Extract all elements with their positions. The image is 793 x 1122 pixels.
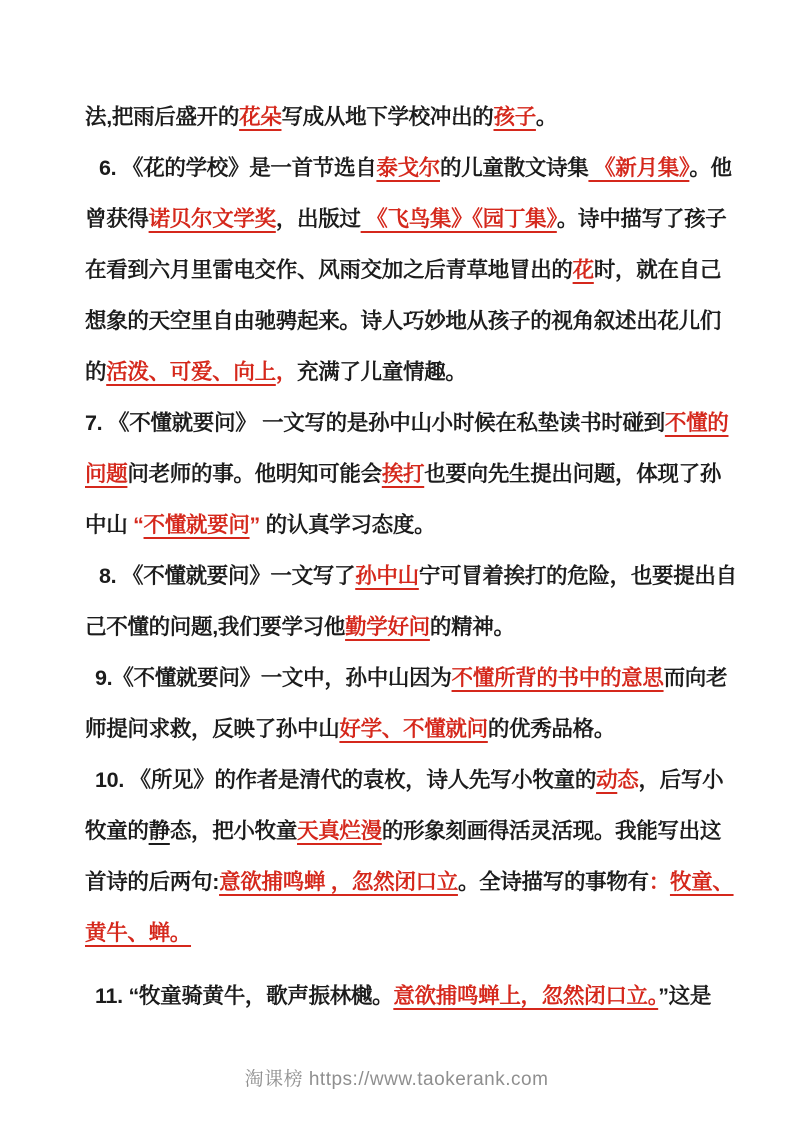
text-run: 。全诗描写的事物有 xyxy=(457,870,649,894)
text-run: 7. 《不懂就要问》 一文写的是孙中山小时候在私垫读书时碰到 xyxy=(85,411,665,435)
highlighted-answer-text: 不懂的 xyxy=(664,411,729,435)
highlighted-answer-text: 意欲捕鸣蝉上，忽然闭口立。 xyxy=(393,984,659,1008)
text-run: 也要向先生提出问题，体现了孙 xyxy=(424,462,722,486)
text-line xyxy=(85,653,733,704)
text-run: 。 xyxy=(535,105,558,129)
text-line xyxy=(85,704,733,755)
text-run: 法,把雨后盛开的 xyxy=(85,105,240,129)
text-run: 师提问求救，反映了孙中山 xyxy=(85,717,340,741)
highlighted-answer-text: 牧童、 xyxy=(669,870,734,894)
highlighted-answer-text: 挨打 xyxy=(381,462,425,486)
highlighted-answer-text: ： xyxy=(648,870,670,894)
text-run: ，出版过 xyxy=(275,207,361,231)
text-line xyxy=(85,143,733,194)
text-run: 宁可冒着挨打的危险，也要提出自 xyxy=(418,564,737,588)
text-run: 己不懂的问题,我们要学习他 xyxy=(85,615,346,639)
highlighted-answer-text: 好学、不懂就问 xyxy=(339,717,488,741)
highlighted-answer-text: 《飞鸟集》《园丁集》 xyxy=(360,207,557,231)
highlighted-answer-text: 问题 xyxy=(85,462,128,486)
text-run: 。他 xyxy=(689,156,732,180)
highlighted-answer-text: 态 xyxy=(617,768,639,792)
text-run: ”这是 xyxy=(658,984,712,1008)
highlighted-answer-text: 花 xyxy=(572,258,594,282)
text-line xyxy=(85,194,733,245)
text-line xyxy=(85,602,733,653)
text-run: 的精神。 xyxy=(429,615,515,639)
text-line xyxy=(85,296,733,347)
text-run: 静 xyxy=(148,819,170,843)
footer-watermark: 淘课榜 https://www.taokerank.com xyxy=(244,1069,549,1090)
text-run: 8. 《不懂就要问》一文写了 xyxy=(99,564,356,588)
highlighted-answer-text: 勤学好问 xyxy=(345,615,430,639)
text-run: 牧童的 xyxy=(85,819,149,843)
text-line xyxy=(85,857,733,908)
highlighted-answer-text: 泰戈尔 xyxy=(376,156,441,180)
text-line xyxy=(85,500,733,551)
text-line xyxy=(85,755,733,806)
text-line xyxy=(85,806,733,857)
text-run: 写成从地下学校冲出的 xyxy=(281,105,494,129)
text-run: 在看到六月里雷电交作、风雨交加之后青草地冒出的 xyxy=(85,258,573,282)
text-run: 充满了儿童情趣。 xyxy=(297,360,467,384)
highlighted-answer-text: ， xyxy=(275,360,298,384)
text-run: 时，就在自己 xyxy=(593,258,722,282)
highlighted-answer-text: 天真烂漫 xyxy=(297,819,382,843)
text-run: 问老师的事。他明知可能会 xyxy=(127,462,382,486)
text-line xyxy=(85,92,733,143)
text-run: ，后写小 xyxy=(638,768,724,792)
text-run: 曾获得 xyxy=(85,207,149,231)
text-run: 9.《不懂就要问》一文中，孙中山因为 xyxy=(95,666,452,690)
text-run: 的优秀品格。 xyxy=(487,717,616,741)
text-line xyxy=(85,971,733,1022)
highlighted-answer-text: 孩子 xyxy=(493,105,536,129)
text-line xyxy=(85,245,733,296)
text-line xyxy=(85,347,733,398)
text-line xyxy=(85,908,733,959)
text-run: 6. 《花的学校》是一首节选自 xyxy=(99,156,377,180)
document-body xyxy=(85,92,737,1022)
text-run: 的儿童散文诗集 xyxy=(440,156,589,180)
text-line xyxy=(85,398,733,449)
highlighted-answer-text: 黄牛、蝉。 xyxy=(85,921,192,945)
highlighted-answer-text: 孙中山 xyxy=(355,564,419,588)
highlighted-answer-text: 意欲捕鸣蝉 ，忽然闭口立 xyxy=(219,870,458,894)
text-run: 而向老 xyxy=(663,666,728,690)
highlighted-answer-text: 动 xyxy=(596,768,618,792)
highlighted-answer-text: 不懂就要问 xyxy=(143,513,250,537)
text-run: 10. 《所见》的作者是清代的袁枚，诗人先写小牧童的 xyxy=(95,768,597,792)
highlighted-answer-text: 诺贝尔文学奖 xyxy=(148,207,276,231)
text-run: 11. “牧童骑黄牛，歌声振林樾。 xyxy=(95,984,394,1008)
highlighted-answer-text: 活泼、可爱、向上 xyxy=(106,360,276,384)
text-run: 的认真学习态度。 xyxy=(260,513,436,537)
text-run: 的 xyxy=(85,360,107,384)
highlighted-answer-text: ” xyxy=(249,513,260,537)
text-run: 。诗中描写了孩子 xyxy=(556,207,727,231)
highlighted-answer-text: 花朵 xyxy=(239,105,282,129)
highlighted-answer-text: 不懂所背的书中的意思 xyxy=(451,666,664,690)
text-run: 中山 xyxy=(85,513,134,537)
text-run: 首诗的后两句: xyxy=(85,870,220,894)
highlighted-answer-text: “ xyxy=(133,513,144,537)
text-run: 想象的天空里自由驰骋起来。诗人巧妙地从孩子的视角叙述出花儿们 xyxy=(85,309,722,333)
highlighted-answer-text: 《新月集》 xyxy=(588,156,690,180)
text-run: 态，把小牧童 xyxy=(169,819,298,843)
text-run: 的形象刻画得活灵活现。我能写出这 xyxy=(381,819,722,843)
text-line xyxy=(85,551,737,602)
text-line xyxy=(85,449,733,500)
